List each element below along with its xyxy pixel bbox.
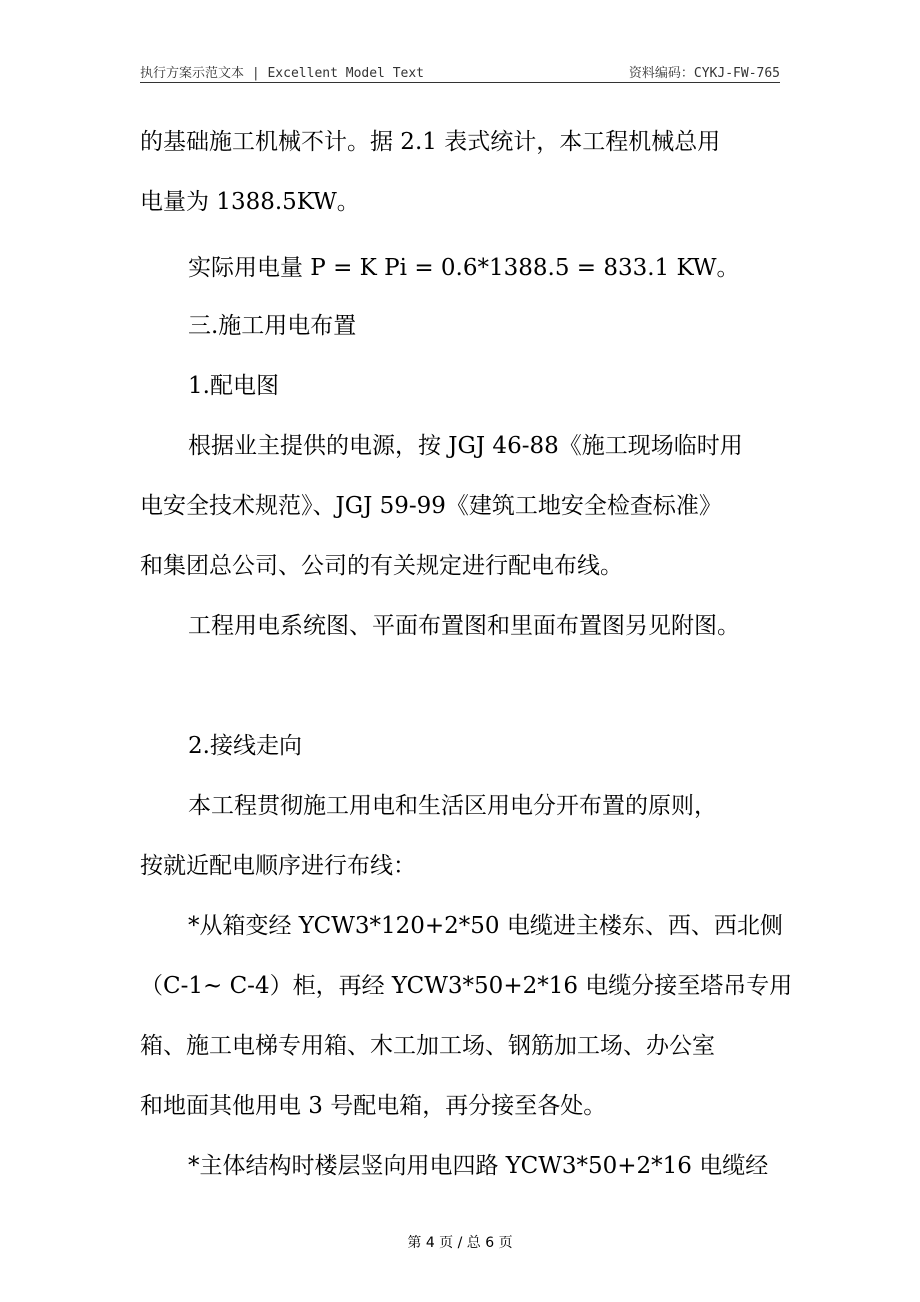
subsection-heading: 1.配电图 bbox=[188, 373, 279, 399]
paragraph-line: 本工程贯彻施工用电和生活区用电分开布置的原则， bbox=[188, 793, 717, 819]
paragraph-line: 根据业主提供的电源，按 JGJ 46-88《施工现场临时用 bbox=[188, 433, 743, 459]
paragraph-line: 电安全技术规范》、JGJ 59-99《建筑工地安全检查标准》 bbox=[140, 493, 722, 519]
paragraph-line: 箱、施工电梯专用箱、木工加工场、钢筋加工场、办公室 bbox=[140, 1033, 715, 1059]
section-heading: 三.施工用电布置 bbox=[188, 313, 357, 339]
page-header bbox=[140, 60, 780, 83]
paragraph-line: 和集团总公司、公司的有关规定进行配电布线。 bbox=[140, 553, 623, 579]
paragraph-line: 工程用电系统图、平面布置图和里面布置图另见附图。 bbox=[188, 613, 740, 639]
page-number: 第 4 页 / 总 6 页 bbox=[407, 1235, 513, 1251]
paragraph-line: 实际用电量 P = K Pi = 0.6*1388.5 = 833.1 KW。 bbox=[188, 255, 740, 281]
paragraph-line: （C-1~ C-4）柜，再经 YCW3*50+2*16 电缆分接至塔吊专用 bbox=[140, 973, 793, 999]
paragraph-line: 电量为 1388.5KW。 bbox=[140, 189, 360, 215]
paragraph-line: 的基础施工机械不计。据 2.1 表式统计，本工程机械总用 bbox=[140, 129, 721, 155]
paragraph-line: 和地面其他用电 3 号配电箱，再分接至各处。 bbox=[140, 1093, 607, 1119]
paragraph-line: *主体结构时楼层竖向用电四路 YCW3*50+2*16 电缆经 bbox=[188, 1153, 769, 1179]
paragraph-line: *从箱变经 YCW3*120+2*50 电缆进主楼东、西、西北侧 bbox=[188, 913, 783, 939]
subsection-heading: 2.接线走向 bbox=[188, 733, 302, 759]
header-doc-title: 执行方案示范文本 | Excellent Model Text bbox=[140, 66, 425, 81]
paragraph-line: 按就近配电顺序进行布线： bbox=[140, 853, 416, 879]
header-doc-code: 资料编码：CYKJ-FW-765 bbox=[628, 66, 780, 81]
